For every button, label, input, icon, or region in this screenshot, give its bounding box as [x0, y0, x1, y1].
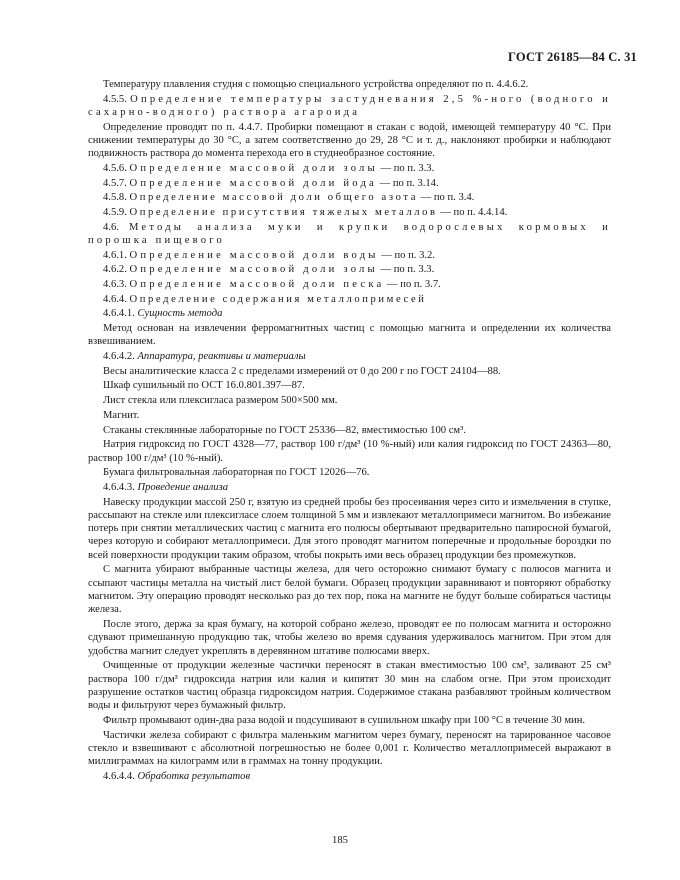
section-heading: 4.5.7. Определение массовой доли йода — по п. 3.14. — [103, 177, 439, 189]
subsection-heading: 4.6.4.2. Аппаратура, реактивы и материалы — [103, 351, 306, 363]
section-heading: 4.6.1. Определение массовой доли воды — по п. 3.2. — [103, 249, 435, 261]
section-heading: 4.6. Методы анализа муки и крупки водорослевых кормовых и порошка пищевого — [88, 221, 611, 246]
paragraph: Частички железа собирают с фильтра маленьким магнитом через бумагу, переносят на тарированное часовое стекло и взвешивают с абсолютной погрешностью не более 0,001 г. Количество металлопримесей выражают в миллиграммах на килограмм или в граммах на тонну продукции. — [88, 729, 611, 768]
paragraph: Фильтр промывают один-два раза водой и подсушивают в сушильном шкафу при 100 °С в течение 30 мин. — [103, 714, 586, 726]
subsection-heading: 4.6.4.3. Проведение анализа — [103, 481, 229, 493]
section-heading: 4.5.6. Определение массовой доли золы — по п. 3.3. — [103, 162, 435, 174]
paragraph: Стаканы стеклянные лабораторные по ГОСТ 25336—82, вместимостью 100 см³. — [103, 424, 466, 436]
paragraph: Метод основан на извлечении ферромагнитных частиц с помощью магнита и определении их количества взвешиванием. — [88, 323, 611, 348]
paragraph: Навеску продукции массой 250 г, взятую из средней пробы без просеивания через сито и измельчения в ступке, рассыпают на стекле или плексигласе слоем толщиной 5 мм и извлекают металлопримеси магнитом. Во избежание потерь при снятии металлических частиц с магнита его полюсы обертывают предварительно папиросной бумагой, через которую и собирают металлопримеси. Для этого проводят магнитом поперечные и продольные бороздки по всей поверхности продукции таким образом, чтобы покрыть ими весь образец продукции без промежутков. — [88, 496, 611, 561]
paragraph: Лист стекла или плексигласа размером 500×500 мм. — [103, 395, 338, 407]
section-heading: 4.6.2. Определение массовой доли золы — по п. 3.3. — [103, 264, 435, 276]
paragraph: С магнита убирают выбранные частицы железа, для чего осторожно снимают бумагу с полюсов магнита и ссыпают частицы металла на чистый лист белой бумаги. Образец продукции заравнивают и повторяют обработку магнитом. Эту операцию проводят несколько раз до тех пор, пока на магните не будут больше собираться частицы железа. — [88, 564, 611, 616]
subsection-heading: 4.6.4.4. Обработка результатов — [103, 770, 251, 782]
paragraph: Температуру плавления студня с помощью специального устройства определяют по п. 4.4.6.2. — [103, 79, 529, 90]
paragraph: Магнит. — [103, 409, 140, 421]
section-heading: 4.6.3. Определение массовой доли песка — по п. 3.7. — [103, 279, 441, 291]
paragraph: Очищенные от продукции железные частички переносят в стакан вместимостью 100 см³, заливают 25 см³ раствора 100 г/дм³ гидроксида натрия или калия и кипятят 30 мин на слабом огне. При этом происходит разрушение остатков частиц образца гидроксидом натрия. Содержимое стакана разбавляют тройным количеством воды и фильтруют через бумажный фильтр. — [88, 660, 611, 712]
document-body — [88, 78, 611, 785]
paragraph: Определение проводят по п. 4.4.7. Пробирки помещают в стакан с водой, имеющей температуру 40 °С. При снижении температуры до 30 °С, а затем соответственно до 29, 28 °С и т. д., наклоняют пробирки и наблюдают подвижность раствора до момента перехода его в студнеобразное состояние. — [88, 121, 611, 160]
paragraph: Весы аналитические класса 2 с пределами измерений от 0 до 200 г по ГОСТ 24104—88. — [103, 365, 501, 377]
paragraph: Натрия гидроксид по ГОСТ 4328—77, раствор 100 г/дм³ (10 %-ный) или калия гидроксид по ГОСТ 24363—80, раствор 100 г/дм³ (10 %-ный). — [88, 439, 611, 464]
section-heading: 4.5.9. Определение присутствия тяжелых металлов — по п. 4.4.14. — [103, 207, 508, 219]
section-heading: 4.6.4. Определение содержания металлопримесей — [103, 293, 427, 305]
paragraph: Бумага фильтровальная лабораторная по ГОСТ 12026—76. — [103, 467, 370, 479]
paragraph: Шкаф сушильный по ОСТ 16.0.801.397—87. — [103, 380, 305, 392]
page-header: ГОСТ 26185—84 С. 31 — [508, 50, 637, 64]
section-heading: 4.5.5. Определение температуры застудневания 2,5 %-ного (водного и сахарно-водного) раствора агароида — [88, 93, 612, 118]
subsection-heading: 4.6.4.1. Сущность метода — [103, 308, 223, 320]
page-number: 185 — [332, 835, 348, 846]
paragraph: После этого, держа за края бумагу, на которой собрано железо, проводят ее по полюсам магнита и осторожно сдувают примешанную продукцию так, чтобы железо во время сдувания удерживалось магнитом. При этом для удобства магнит следует укреплять в деревянном штативе полюсами вверх. — [88, 619, 611, 657]
section-heading: 4.5.8. Определение массовой доли общего азота — по п. 3.4. — [103, 192, 475, 204]
